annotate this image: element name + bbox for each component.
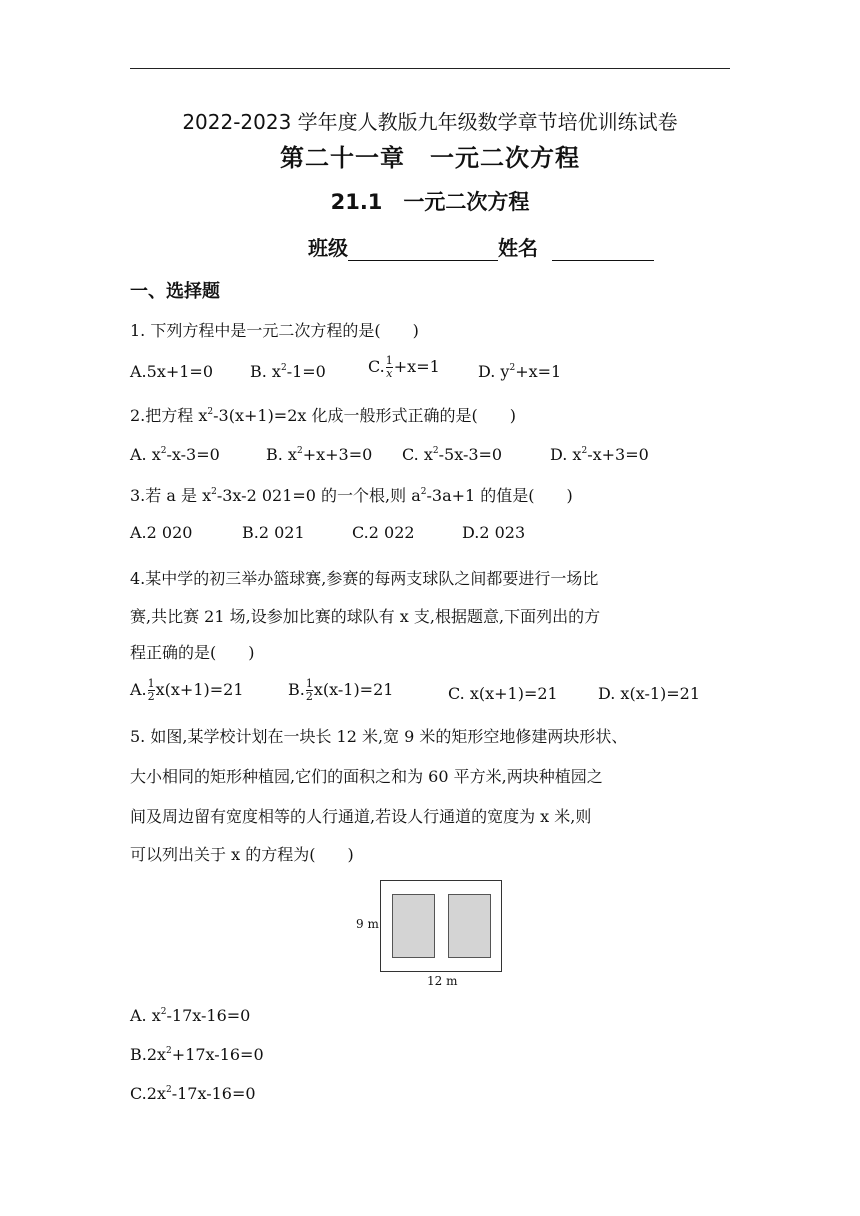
question-5-line-2: 大小相同的矩形种植园,它们的面积之和为 60 平方米,两块种植园之 <box>130 767 603 786</box>
question-5-line-1: 5. 如图,某学校计划在一块长 12 米,宽 9 米的矩形空地修建两块形状、 <box>130 727 628 746</box>
q3-option-c: C.2 022 <box>352 523 415 542</box>
question-4-line-1: 4.某中学的初三举办篮球赛,参赛的每两支球队之间都要进行一场比 <box>130 569 599 588</box>
q4-option-b: B. $\frac{1}{2}$ x(x-1)=21 <box>288 677 394 703</box>
figure-width-label: 12 m <box>427 974 458 988</box>
q2-option-a: A. $x^2-x-3=0$ <box>130 445 220 464</box>
q4-option-a: A. $\frac{1}{2}$ x(x+1)=21 <box>130 677 244 703</box>
garden-figure <box>352 880 512 988</box>
class-label: 班级 <box>308 236 348 260</box>
q3-option-d: D.2 023 <box>462 523 526 542</box>
class-blank[interactable] <box>348 238 498 261</box>
q3-option-b: B.2 021 <box>242 523 305 542</box>
section-title: 21.1 一元二次方程 <box>330 190 530 214</box>
header-rule <box>130 68 730 69</box>
question-3-stem: 3.若 a 是 $x^2-3x-2$ 021=0 的一个根,则 $a^2-3a+1$ 的值是( ) <box>130 486 573 505</box>
question-5-line-4: 可以列出关于 x 的方程为( ) <box>130 845 354 864</box>
name-label: 姓名 <box>498 236 538 260</box>
figure-height-label: 9 m <box>356 917 379 931</box>
vacant-lot-rectangle <box>380 880 502 972</box>
question-4-line-2: 赛,共比赛 21 场,设参加比赛的球队有 x 支,根据题意,下面列出的方 <box>130 607 601 626</box>
chapter-title: 第二十一章 一元二次方程 <box>280 144 580 172</box>
q1-option-b: B. $x^2-1=0$ <box>250 362 326 381</box>
q4-option-d: D. x(x-1)=21 <box>598 684 701 703</box>
q5-option-b: $B.2x^2+17x-16=0$ <box>130 1045 264 1064</box>
q5-option-c: $C.2x^2-17x-16=0$ <box>130 1084 256 1103</box>
question-1-stem: 1. 下列方程中是一元二次方程的是( ) <box>130 321 419 340</box>
name-blank[interactable] <box>552 238 654 261</box>
question-5-line-3: 间及周边留有宽度相等的人行通道,若设人行通道的宽度为 x 米,则 <box>130 807 592 826</box>
q1-option-c: C. $\frac{1}{x}$ +x=1 <box>368 354 440 380</box>
exam-subtitle: 2022-2023 学年度人教版九年级数学章节培优训练试卷 <box>182 110 678 134</box>
q5-option-a: A. $x^2-17x-16=0$ <box>130 1006 251 1025</box>
q4-option-c: C. x(x+1)=21 <box>448 684 558 703</box>
q2-option-b: B. $x^2+x+3=0$ <box>266 445 373 464</box>
q3-option-a: A.2 020 <box>130 523 193 542</box>
q2-option-c: C. $x^2-5x-3=0$ <box>402 445 503 464</box>
q1-option-d: D. $y^2+x=1$ <box>478 362 562 381</box>
garden-plot-right <box>448 894 491 958</box>
question-2-stem: 2.把方程 $x^2-3(x+1)=2x$ 化成一般形式正确的是( ) <box>130 406 516 425</box>
question-type-heading: 一、选择题 <box>130 281 220 302</box>
q1-option-a: A.5x+1=0 <box>130 362 214 381</box>
question-4-line-3: 程正确的是( ) <box>130 643 255 662</box>
student-info <box>308 232 654 261</box>
q2-option-d: D. $x^2-x+3=0$ <box>550 445 649 464</box>
garden-plot-left <box>392 894 435 958</box>
